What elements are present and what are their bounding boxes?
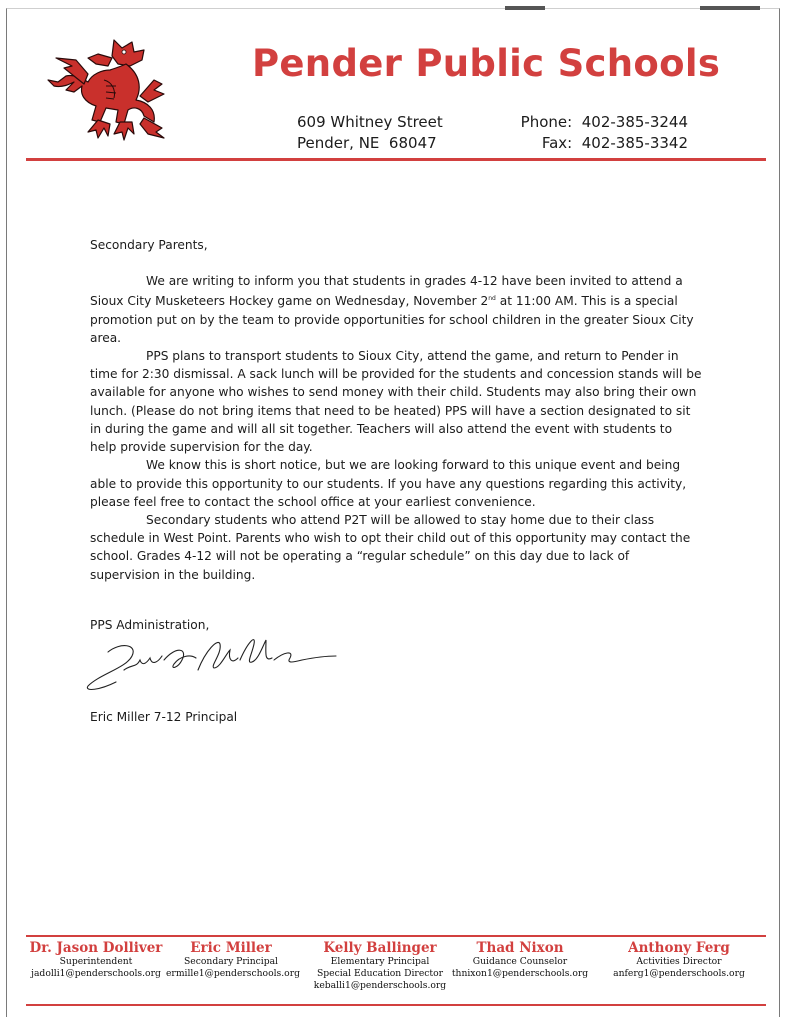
staff-directory xyxy=(26,940,766,1002)
paragraph-text: at 11:00 AM. This is a special promotion put on by the team to provide opportunities for school children in the greater Sioux City area. xyxy=(90,294,694,345)
staff-role: Superintendent xyxy=(59,956,133,967)
scan-artifact xyxy=(505,6,545,10)
contact-block xyxy=(515,112,688,154)
address-block xyxy=(297,112,443,154)
staff-role: Secondary Principal xyxy=(184,956,278,967)
closing: PPS Administration, xyxy=(90,618,210,632)
staff-email[interactable]: jadolli1@penderschools.org xyxy=(31,968,161,979)
staff-name: Anthony Ferg xyxy=(628,940,730,956)
paragraph-invitation xyxy=(90,272,702,347)
dragon-logo xyxy=(44,36,168,142)
staff-email[interactable]: ermille1@penderschools.org xyxy=(166,968,300,979)
staff-entry xyxy=(596,940,762,980)
phone-number: Phone: 402-385-3244 xyxy=(520,113,688,131)
staff-role: Guidance Counselor xyxy=(472,956,568,967)
staff-name: Kelly Ballinger xyxy=(323,940,437,956)
staff-entry xyxy=(450,940,590,980)
signer-name: Eric Miller 7-12 Principal xyxy=(90,710,238,724)
letter-body xyxy=(90,236,702,584)
greeting: Secondary Parents, xyxy=(90,238,208,252)
staff-name: Dr. Jason Dolliver xyxy=(29,940,163,956)
staff-email[interactable]: thnixon1@penderschools.org xyxy=(451,968,589,979)
staff-role-secondary: Special Education Director xyxy=(316,968,444,979)
address-street: 609 Whitney Street xyxy=(297,113,443,131)
handwritten-signature xyxy=(80,630,380,696)
staff-name: Thad Nixon xyxy=(476,940,564,956)
staff-entry xyxy=(308,940,452,992)
fax-number: Fax: 402-385-3342 xyxy=(541,134,688,152)
paragraph-notice: We know this is short notice, but we are looking forward to this unique event and being able to provide this opportunity to our students. If you have any questions regarding this activity, please feel free to contact the school office at your earliest convenience. xyxy=(90,458,687,509)
staff-name: Eric Miller xyxy=(190,940,272,956)
staff-entry xyxy=(26,940,166,980)
staff-entry xyxy=(166,940,300,980)
paragraph-text: We are writing to inform you that students in grades 4-12 have been invited to attend a Sioux City Musketeers Hockey game on Wednesday, November 2 xyxy=(90,274,683,309)
address-city: Pender, NE 68047 xyxy=(297,134,437,152)
staff-email[interactable]: anferg1@penderschools.org xyxy=(613,968,745,979)
staff-role: Elementary Principal xyxy=(330,956,430,967)
footer-divider-bottom xyxy=(26,1004,766,1006)
paragraph-transport: PPS plans to transport students to Sioux City, attend the game, and return to Pender in time for 2:30 dismissal. A sack lunch will be provided for the students and concession stands will be available for anyone who wishes to send money with their child. Students may also bring their own lunch. (Please do not bring items that need to be heated) PPS will have a section designated to sit in during the game and will all sit together. Teachers will also attend the event with students to help provide supervision for the day. xyxy=(90,349,702,455)
staff-email[interactable]: keballi1@penderschools.org xyxy=(313,980,447,991)
scan-artifact xyxy=(700,6,760,10)
staff-role: Activities Director xyxy=(636,956,722,967)
footer-divider-top xyxy=(26,935,766,937)
date-suffix: nd xyxy=(488,295,496,303)
header-divider xyxy=(26,158,766,161)
paragraph-p2t: Secondary students who attend P2T will be allowed to stay home due to their class schedule in West Point. Parents who wish to opt their child out of this opportunity may contact the school. Grades 4-12 will not be operating a “regular schedule” on this day due to lack of supervision in the building. xyxy=(90,512,691,582)
school-name: Pender Public Schools xyxy=(252,42,721,85)
